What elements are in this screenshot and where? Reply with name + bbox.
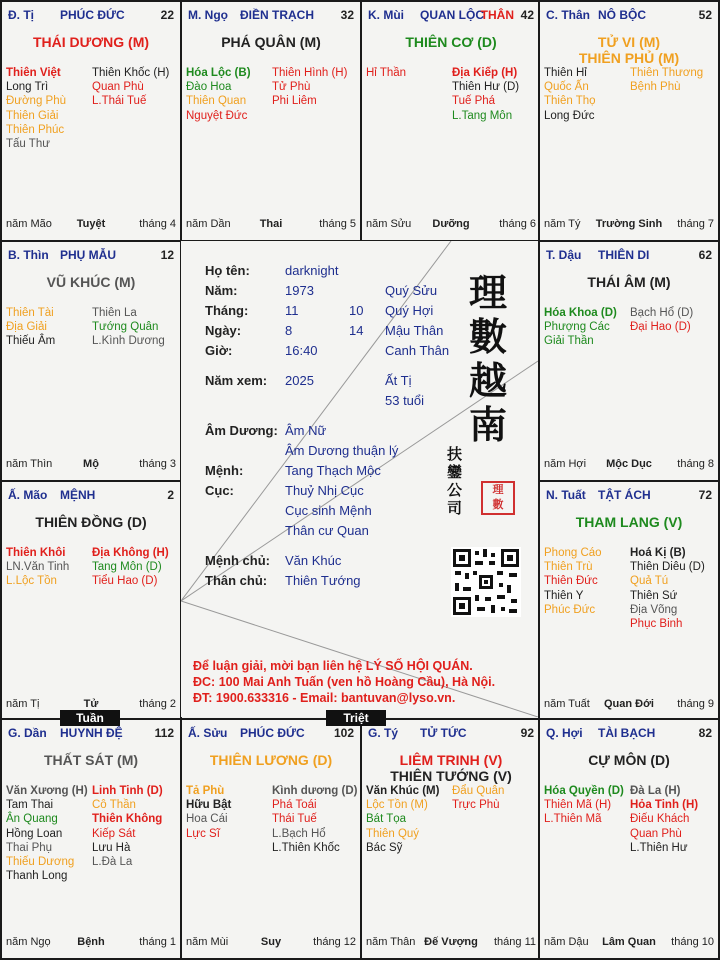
day-value-b: 14: [349, 323, 364, 338]
minor-stars-left: [544, 546, 602, 617]
footer-month: tháng 7: [677, 218, 714, 230]
main-stars: [2, 34, 180, 50]
minor-star: Đại Hao (D): [630, 321, 691, 334]
view-year-label: Năm xem:: [205, 373, 268, 388]
main-star: LIÊM TRINH (V): [399, 752, 503, 768]
minor-star: Bác Sỹ: [366, 841, 403, 854]
minor-star: Tấu Thư: [6, 138, 50, 151]
footer-stage: Tuyệt: [76, 218, 106, 230]
palace-position: K. Mùi: [368, 8, 404, 22]
minor-star: Hỉ Thần: [366, 67, 407, 79]
minor-star: L.Kình Dương: [92, 335, 165, 348]
month-label: Tháng:: [205, 303, 249, 318]
footer-month: tháng 6: [499, 218, 536, 230]
minor-star: Điếu Khách: [630, 813, 690, 826]
palace-name: HUYNH ĐỆ: [60, 726, 123, 740]
palace-position: T. Dậu: [546, 248, 582, 262]
palace-mui: [360, 0, 542, 242]
footer-year: năm Ngọ: [6, 936, 51, 948]
footer-stage: Thai: [259, 218, 283, 230]
palace-name: ĐIỀN TRẠCH: [240, 8, 314, 22]
day-value-a: 8: [285, 323, 293, 338]
minor-star: Cô Thần: [92, 799, 136, 812]
main-star: VŨ KHÚC (M): [46, 274, 136, 290]
palace-name: NÔ BỘC: [598, 8, 646, 22]
main-star: THAM LANG (V): [575, 514, 683, 530]
minor-star: Thiên Thọ: [544, 95, 596, 108]
palace-number: 42: [520, 8, 534, 22]
year-can: Quý Sửu: [385, 283, 438, 298]
main-star: THIÊN PHỦ (M): [578, 50, 680, 66]
minor-star: Thiên Hư (D): [452, 81, 520, 94]
minor-star: Thiên Đức: [544, 575, 598, 588]
minor-stars-left: [6, 546, 69, 589]
than-tag: THÂN: [480, 8, 514, 22]
minor-star: Tang Môn (D): [92, 561, 162, 574]
minor-stars-left: [186, 784, 231, 841]
minor-star: Địa Không (H): [92, 547, 169, 559]
minor-star: Phá Toái: [272, 799, 317, 812]
amduong-value: Âm Nữ: [285, 423, 327, 438]
minor-star: Thiên Phúc: [6, 123, 65, 136]
footer-stage: Dưỡng: [432, 218, 470, 230]
minor-star: Văn Xương (H): [6, 785, 88, 797]
palace-number: 92: [520, 726, 534, 740]
minor-star: Tướng Quân: [92, 321, 159, 334]
minor-star: Thiên Sứ: [630, 589, 678, 602]
footer-year: năm Thìn: [6, 458, 53, 470]
palace-number: 72: [698, 488, 712, 502]
minor-star: L.Thiên Mã: [544, 813, 602, 826]
minor-star: Ân Quang: [6, 813, 58, 826]
palace-name: QUAN LỘC: [420, 8, 484, 22]
palace-number: 82: [698, 726, 712, 740]
palace-footer: [544, 936, 714, 950]
footer-stage: Quan Đới: [604, 698, 654, 710]
minor-star: Văn Khúc (M): [366, 785, 440, 797]
footer-year: năm Hợi: [544, 458, 587, 470]
palace-position: N. Tuất: [546, 488, 586, 502]
main-star: THÁI ÂM (M): [587, 274, 671, 290]
cuc-value-3: Thân cư Quan: [285, 523, 369, 538]
month-can: Quý Hợi: [385, 303, 434, 318]
main-stars: [540, 274, 718, 290]
main-stars: [182, 34, 360, 50]
minor-star: Thiên Mã (H): [544, 799, 612, 812]
palace-position: Ấ. Sửu: [188, 726, 228, 740]
minor-star: Lực Sĩ: [186, 827, 220, 840]
minor-star: Giải Thần: [544, 335, 594, 348]
minor-stars-left: [544, 306, 617, 349]
main-stars: [2, 274, 180, 290]
palace-footer: [366, 936, 536, 950]
minor-star: Hoá Kị (B): [630, 547, 686, 559]
minor-star: Địa Giải: [6, 321, 47, 334]
minor-star: Hồng Loan: [6, 827, 63, 840]
palace-dau: [538, 240, 720, 482]
palace-header: [8, 248, 174, 264]
footer-month: tháng 2: [139, 698, 176, 710]
palace-than: [538, 0, 720, 242]
palace-dan: [0, 718, 182, 960]
palace-header: [188, 8, 354, 24]
palace-number: 2: [167, 488, 174, 502]
minor-star: Quả Tú: [630, 575, 669, 588]
contact-line-1: Để luận giải, mời bạn liên hệ LÝ SỐ HỘI QUÁN.: [193, 659, 473, 673]
minor-star: Thiên Hình (H): [272, 67, 348, 79]
calligraphy-small: 扶 鑾 公 司: [447, 445, 463, 517]
footer-year: năm Dậu: [544, 936, 589, 948]
footer-stage: Bệnh: [77, 936, 105, 948]
minor-star: Thiên Diêu (D): [630, 561, 705, 574]
minor-star: Quan Phù: [92, 81, 144, 94]
minor-star: Long Trì: [6, 81, 49, 94]
minor-star: L.Lộc Tồn: [6, 575, 57, 588]
footer-stage: Trường Sinh: [595, 218, 663, 230]
amduong-value-2: Âm Dương thuận lý: [285, 443, 399, 458]
palace-position: Q. Hợi: [546, 726, 583, 740]
minor-star: Quốc Ấn: [544, 81, 589, 94]
minor-star: Thái Tuế: [272, 813, 317, 826]
minor-stars-left: [6, 306, 55, 349]
year-label: Năm:: [205, 283, 238, 298]
palace-header: [546, 248, 712, 264]
name-value: darknight: [285, 263, 339, 278]
cuc-value: Thuỷ Nhị Cục: [285, 483, 364, 498]
palace-footer: [6, 458, 176, 472]
red-seal-stamp: 理 數: [481, 481, 515, 515]
footer-month: tháng 5: [319, 218, 356, 230]
palace-footer: [544, 458, 714, 472]
minor-star: Hóa Quyền (D): [544, 785, 624, 797]
palace-header: [546, 726, 712, 742]
view-year-can: Ất Tị: [385, 373, 412, 388]
menh-chu-value: Văn Khúc: [285, 553, 342, 568]
minor-star: Thiên Hỉ: [544, 67, 587, 79]
minor-stars-right: [630, 306, 693, 334]
palace-name: PHỤ MẪU: [60, 248, 116, 262]
palace-number: 112: [154, 726, 174, 740]
footer-year: năm Tý: [544, 218, 581, 230]
hour-label: Giờ:: [205, 343, 233, 358]
palace-position: G. Dần: [8, 726, 47, 740]
footer-stage: Đế Vượng: [424, 936, 478, 948]
minor-star: L.Bạch Hổ: [272, 827, 326, 840]
footer-year: năm Mão: [6, 218, 52, 230]
palace-ngo: [180, 0, 362, 242]
palace-ti: [0, 0, 182, 242]
minor-stars-right: [452, 784, 504, 812]
minor-star: Thiên Thương: [630, 67, 704, 79]
palace-tuat: [538, 480, 720, 722]
main-star: THIÊN TƯỚNG (V): [390, 768, 512, 784]
main-stars: [2, 514, 180, 530]
minor-stars-left: [6, 66, 66, 151]
minor-star: Hoa Cái: [186, 813, 228, 826]
palace-header: [188, 726, 354, 742]
main-star: THIÊN ĐỒNG (D): [35, 514, 147, 530]
palace-suu: [180, 718, 362, 960]
minor-star: Thiên Y: [544, 589, 584, 602]
minor-star: Hóa Khoa (D): [544, 307, 617, 319]
minor-star: Thiên Việt: [6, 67, 61, 79]
minor-stars-right: [630, 546, 705, 631]
palace-footer: [186, 218, 356, 232]
footer-year: năm Tị: [6, 698, 40, 710]
palace-position: G. Tý: [368, 726, 399, 740]
minor-stars-left: [186, 66, 251, 123]
minor-star: Địa Kiếp (H): [452, 67, 518, 79]
minor-stars-right: [92, 66, 169, 109]
minor-star: LN.Văn Tinh: [6, 561, 70, 574]
minor-star: Phượng Các: [544, 321, 610, 334]
main-star: THẤT SÁT (M): [43, 752, 139, 768]
minor-star: Bát Tọa: [366, 813, 407, 826]
minor-star: Đường Phù: [6, 95, 66, 108]
palace-hoi: [538, 718, 720, 960]
month-value-b: 10: [349, 303, 364, 318]
palace-position: Ấ. Mão: [8, 488, 48, 502]
footer-month: tháng 12: [313, 936, 356, 948]
minor-star: Thiên Quý: [366, 827, 420, 840]
minor-star: Trực Phù: [452, 799, 500, 812]
footer-year: năm Mùi: [186, 936, 229, 948]
minor-star: Lưu Hà: [92, 841, 131, 854]
minor-stars-right: [630, 66, 703, 94]
footer-year: năm Sửu: [366, 218, 412, 230]
minor-star: Địa Võng: [630, 603, 678, 616]
qr-code-icon: [451, 547, 521, 617]
minor-stars-left: [366, 66, 406, 80]
footer-stage: Lâm Quan: [602, 936, 656, 948]
palace-position: M. Ngọ: [188, 8, 228, 22]
than-chu-label: Thân chủ:: [205, 573, 268, 588]
footer-month: tháng 8: [677, 458, 714, 470]
minor-star: Đà La (H): [630, 785, 681, 797]
minor-star: Hóa Lộc (B): [186, 67, 251, 79]
minor-stars-right: [92, 546, 169, 589]
cuc-value-2: Cục sinh Mệnh: [285, 503, 372, 518]
footer-month: tháng 3: [139, 458, 176, 470]
minor-star: Thiếu Dương: [6, 856, 75, 869]
hour-value: 16:40: [285, 343, 318, 358]
month-value-a: 11: [285, 303, 299, 318]
minor-star: Phúc Đức: [544, 603, 596, 616]
menh-label: Mệnh:: [205, 463, 244, 478]
menh-chu-label: Mệnh chủ:: [205, 553, 270, 568]
footer-year: năm Thân: [366, 936, 416, 948]
palace-thin: [0, 240, 182, 482]
minor-star: Nguyệt Đức: [186, 109, 248, 122]
footer-month: tháng 10: [671, 936, 714, 948]
minor-star: Phong Cáo: [544, 547, 602, 559]
minor-star: Thiên Giải: [6, 109, 59, 122]
menh-value: Tang Thạch Mộc: [285, 463, 381, 478]
palace-header: [368, 8, 534, 24]
minor-star: Tử Phù: [272, 81, 311, 94]
palace-footer: [186, 936, 356, 950]
minor-star: Kình dương (D): [272, 785, 358, 797]
calligraphy-logo: 理 數 越 南: [469, 270, 508, 447]
minor-stars-right: [272, 784, 357, 855]
palace-footer: [366, 218, 536, 232]
footer-month: tháng 11: [493, 936, 536, 948]
view-year-value: 2025: [285, 373, 314, 388]
footer-month: tháng 4: [139, 218, 176, 230]
minor-star: Tiểu Hao (D): [92, 575, 158, 588]
footer-year: năm Dần: [186, 218, 231, 230]
than-chu-value: Thiên Tướng: [285, 573, 361, 588]
main-star: TỬ VI (M): [597, 34, 661, 50]
name-label: Họ tên:: [205, 263, 250, 278]
footer-stage: Tử: [83, 698, 99, 710]
year-value: 1973: [285, 283, 314, 298]
main-star: THÁI DƯƠNG (M): [32, 34, 150, 50]
minor-star: Phục Binh: [630, 618, 683, 631]
minor-star: Thanh Long: [6, 870, 68, 883]
main-star: CỰ MÔN (D): [588, 752, 670, 768]
minor-stars-right: [272, 66, 347, 109]
minor-star: Tuế Phá: [452, 95, 496, 108]
minor-star: L.Đà La: [92, 856, 133, 869]
minor-star: Linh Tinh (D): [92, 785, 163, 797]
palace-position: B. Thìn: [8, 248, 49, 262]
palace-footer: [544, 698, 714, 712]
minor-star: L.Thiên Hư: [630, 841, 688, 854]
minor-star: Thai Phụ: [6, 841, 53, 854]
minor-star: Thiên Quan: [186, 95, 247, 108]
hour-can: Canh Thân: [385, 343, 450, 358]
minor-star: Hỏa Tinh (H): [630, 799, 699, 812]
footer-year: năm Tuất: [544, 698, 590, 710]
minor-star: Thiên Trù: [544, 561, 593, 574]
main-stars: [540, 34, 718, 66]
minor-star: Kiếp Sát: [92, 827, 136, 840]
palace-number: 102: [333, 726, 354, 740]
minor-star: Bệnh Phù: [630, 81, 681, 94]
palace-footer: [6, 936, 176, 950]
minor-stars-right: [452, 66, 519, 123]
minor-star: Thiên Không: [92, 813, 163, 826]
tag-dan: Tuần: [60, 710, 120, 726]
minor-star: Bạch Hổ (D): [630, 307, 694, 319]
minor-star: Thiên Tài: [6, 307, 54, 319]
main-stars: [362, 752, 540, 784]
minor-star: Đẩu Quân: [452, 785, 505, 797]
minor-star: Thiên Khôi: [6, 547, 66, 559]
minor-star: Đào Hoa: [186, 81, 232, 94]
palace-number: 62: [698, 248, 712, 262]
minor-star: Thiên Khốc (H): [92, 67, 170, 79]
palace-number: 52: [698, 8, 712, 22]
palace-number: 32: [340, 8, 354, 22]
palace-name: PHÚC ĐỨC: [240, 726, 305, 740]
minor-stars-left: [544, 66, 596, 123]
minor-star: Phi Liêm: [272, 95, 317, 108]
main-star: THIÊN LƯƠNG (D): [209, 752, 333, 768]
tag-suu: Triệt: [326, 710, 386, 726]
minor-star: Long Đức: [544, 109, 595, 122]
main-stars: [362, 34, 540, 50]
minor-star: L.Thiên Khốc: [272, 841, 340, 854]
palace-header: [8, 8, 174, 24]
main-stars: [540, 752, 718, 768]
minor-star: Hữu Bật: [186, 799, 232, 812]
palace-name: THIÊN DI: [598, 248, 650, 262]
main-star: PHÁ QUÂN (M): [221, 34, 321, 50]
palace-header: [8, 726, 174, 742]
palace-name: PHÚC ĐỨC: [60, 8, 125, 22]
day-label: Ngày:: [205, 323, 242, 338]
footer-month: tháng 1: [139, 936, 176, 948]
palace-header: [546, 488, 712, 504]
minor-star: L.Thái Tuế: [92, 95, 147, 108]
footer-stage: Suy: [260, 936, 282, 948]
main-stars: [182, 752, 360, 768]
amduong-label: Âm Dương:: [205, 423, 278, 438]
contact-line-3: ĐT: 1900.633316 - Email: bantuvan@lyso.vn.: [193, 691, 456, 705]
minor-stars-left: [6, 784, 88, 883]
palace-number: 12: [160, 248, 174, 262]
palace-mao: [0, 480, 182, 722]
palace-footer: [6, 218, 176, 232]
minor-star: L.Tang Môn: [452, 109, 513, 122]
footer-stage: Mộ: [83, 458, 99, 470]
minor-star: Thiên La: [92, 307, 137, 319]
cuc-label: Cục:: [205, 483, 234, 498]
palace-header: [546, 8, 712, 24]
minor-stars-right: [92, 306, 165, 349]
minor-stars-right: [630, 784, 698, 855]
minor-star: Thiếu Âm: [6, 335, 56, 348]
palace-header: [8, 488, 174, 504]
palace-header: [368, 726, 534, 742]
footer-stage: Mộc Dục: [606, 458, 652, 470]
palace-footer: [544, 218, 714, 232]
center-info-panel: [181, 241, 538, 717]
main-stars: [540, 514, 718, 530]
minor-star: Lộc Tồn (M): [366, 799, 428, 812]
palace-number: 22: [160, 8, 174, 22]
palace-name: MỆNH: [60, 488, 96, 502]
age-value: 53 tuổi: [385, 393, 425, 408]
minor-stars-left: [366, 784, 439, 855]
minor-star: Tả Phù: [186, 785, 225, 797]
palace-ty: [360, 718, 542, 960]
footer-month: tháng 9: [677, 698, 714, 710]
minor-stars-right: [92, 784, 163, 869]
minor-star: Quan Phù: [630, 827, 682, 840]
minor-stars-left: [544, 784, 624, 827]
contact-line-2: ĐC: 100 Mai Anh Tuấn (ven hồ Hoàng Cầu), Hà Nội.: [193, 675, 496, 689]
palace-name: TẬT ÁCH: [598, 488, 651, 502]
palace-position: Đ. Tị: [8, 8, 34, 22]
main-stars: [2, 752, 180, 768]
main-star: THIÊN CƠ (D): [405, 34, 497, 50]
minor-star: Tam Thai: [6, 799, 54, 812]
palace-name: TÀI BẠCH: [598, 726, 656, 740]
day-can: Mậu Thân: [385, 323, 444, 338]
palace-position: C. Thân: [546, 8, 590, 22]
palace-name: TỬ TỨC: [420, 726, 467, 740]
